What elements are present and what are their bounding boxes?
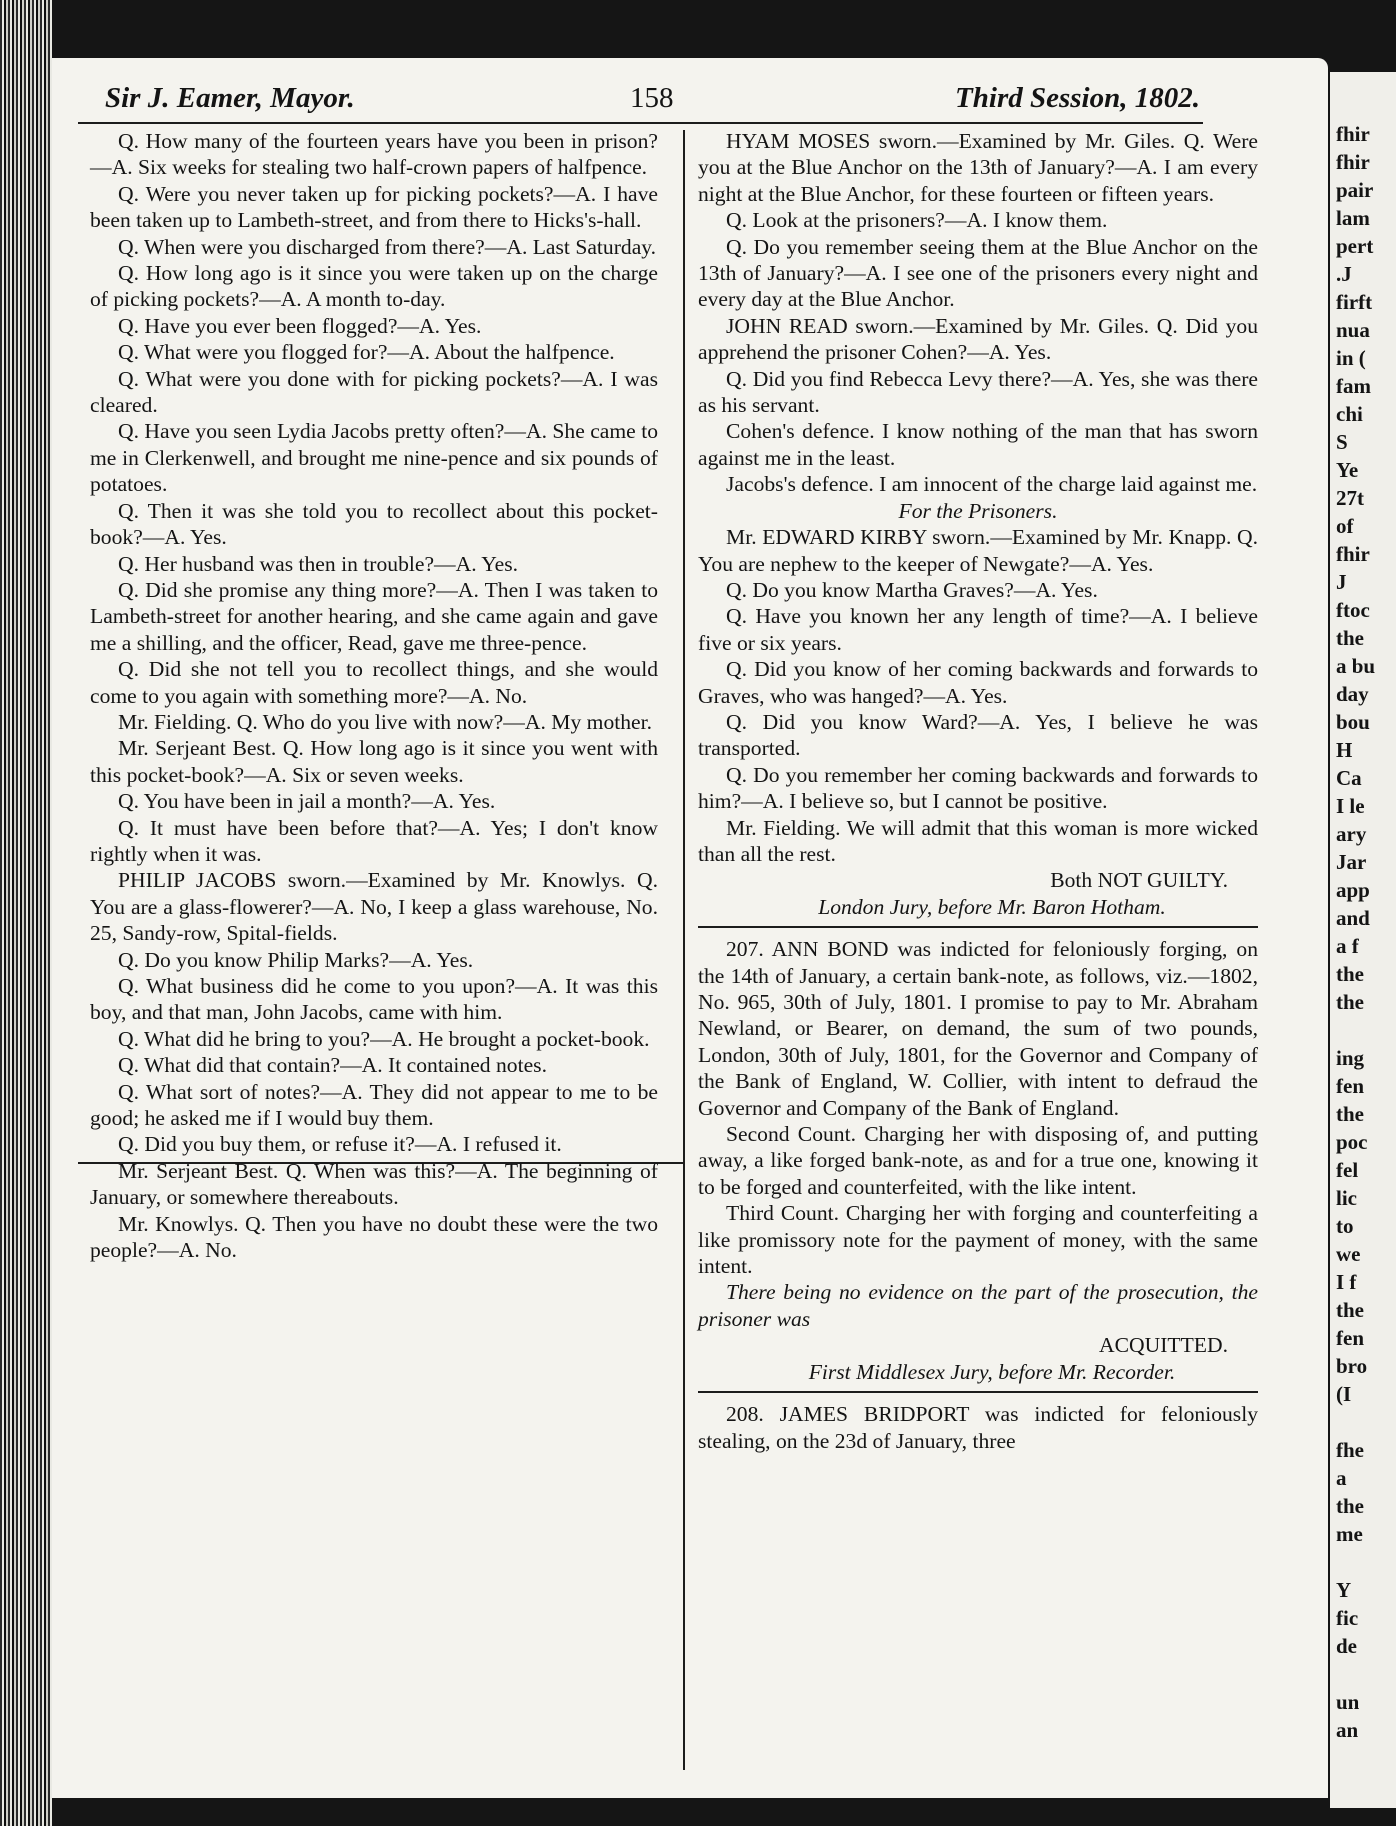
paragraph: Second Count. Charging her with disposing of, and putting away, a like forged bank-note, as and for a true one, knowing it to be forged and counterfeited, with the like intent. (698, 1122, 1258, 1199)
paragraph: Q. It must have been before that?—A. Yes; I don't know rightly when it was. (90, 815, 658, 866)
verdict: ACQUITTED. (1099, 1333, 1228, 1358)
case-separator (698, 926, 1258, 928)
adjacent-page-fragment: pair (1336, 178, 1374, 202)
page-number: 158 (630, 82, 674, 114)
paragraph: Q. Do you remember seeing them at the Blue Anchor on the 13th of January?—A. I see one of the prisoners every night and every day at the Blue Anchor. (698, 234, 1258, 312)
adjacent-page-fragment: fic (1336, 1606, 1359, 1630)
adjacent-page-fragment: me (1336, 1522, 1363, 1546)
jury-line: London Jury, before Mr. Baron Hotham. (818, 894, 1166, 919)
adjacent-page-fragment: and (1336, 906, 1370, 930)
column-divider (683, 130, 685, 1770)
adjacent-page-fragment: Jar (1336, 850, 1367, 874)
paragraph: Q. What did he bring to you?—A. He brought a pocket-book. (118, 1026, 650, 1051)
case-separator (698, 1391, 1258, 1393)
adjacent-page-fragment: in ( (1336, 346, 1366, 370)
paragraph: Q. Were you never taken up for picking pockets?—A. I have been taken up to Lambeth-street, and from there to Hicks's-hall. (90, 181, 658, 233)
header-right: Third Session, 1802. (955, 82, 1200, 114)
verdict: Both NOT GUILTY. (1050, 868, 1228, 893)
adjacent-page-fragment: fhir (1336, 122, 1370, 146)
adjacent-page-fragment: lam (1336, 206, 1370, 230)
adjacent-page-fragment: the (1336, 626, 1364, 650)
paragraph: Q. What were you done with for picking pockets?—A. I was cleared. (90, 366, 658, 418)
paragraph: Q. Did she promise any thing more?—A. Then I was taken to Lambeth-street for another hearing, and she came again and gave me a shilling, and the officer, Read, gave me three-pence. (90, 577, 658, 655)
paragraph: Q. Do you know Philip Marks?—A. Yes. (118, 947, 474, 972)
adjacent-page-fragment: fhe (1336, 1438, 1364, 1462)
adjacent-page-fragment: ftoc (1336, 598, 1370, 622)
paragraph: There being no evidence on the part of the prosecution, the prisoner was (698, 1280, 1258, 1331)
paragraph: Mr. Serjeant Best. Q. How long ago is it since you went with this pocket-book?—A. Six or seven weeks. (90, 736, 658, 787)
adjacent-page-fragment: un (1336, 1690, 1360, 1714)
adjacent-page-fragment: fen (1336, 1074, 1364, 1098)
paragraph: Q. Have you ever been flogged?—A. Yes. (118, 313, 482, 338)
book-binding (0, 0, 52, 1826)
adjacent-page-fragment: a bu (1336, 654, 1376, 678)
paragraph: Mr. Knowlys. Q. Then you have no doubt these were the two people?—A. No. (90, 1211, 658, 1263)
paragraph: Q. When were you discharged from there?—A. Last Saturday. (118, 234, 657, 259)
adjacent-page-fragment: I f (1336, 1270, 1357, 1294)
paragraph: PHILIP JACOBS sworn.—Examined by Mr. Knowlys. Q. You are a glass-flowerer?—A. No, I keep a glass warehouse, No. 25, Sandy-row, Spital-fields. (90, 868, 658, 946)
adjacent-page-fragment: fhir (1336, 542, 1370, 566)
adjacent-page-fragment: firft (1336, 290, 1373, 314)
adjacent-page-fragment: the (1336, 962, 1364, 986)
adjacent-page-fragment: H (1336, 738, 1353, 762)
paragraph: Q. Then it was she told you to recollect about this pocket-book?—A. Yes. (90, 498, 658, 550)
adjacent-page-fragment: day (1336, 682, 1369, 706)
paragraph: Mr. EDWARD KIRBY sworn.—Examined by Mr. Knapp. Q. You are nephew to the keeper of Newgate?—A. Yes. (698, 525, 1258, 576)
right-column (698, 128, 1258, 1454)
adjacent-page-fragment: de (1336, 1634, 1357, 1658)
adjacent-page-fragment: bou (1336, 710, 1370, 734)
left-column (90, 128, 658, 1263)
adjacent-page-fragment: the (1336, 990, 1364, 1014)
paragraph: Q. What did that contain?—A. It contained notes. (118, 1053, 547, 1078)
paragraph: Q. Look at the prisoners?—A. I know them. (726, 208, 1108, 233)
adjacent-page-fragment: fhir (1336, 150, 1370, 174)
adjacent-page-fragment: J (1336, 570, 1347, 594)
paragraph: JOHN READ sworn.—Examined by Mr. Giles. Q. Did you apprehend the prisoner Cohen?—A. Yes. (698, 313, 1258, 365)
adjacent-page-fragment: pert (1336, 234, 1374, 258)
adjacent-page-fragment: I le (1336, 794, 1365, 818)
paragraph: Q. Did you know Ward?—A. Yes, I believe he was transported. (698, 709, 1258, 761)
paragraph: Q. What were you flogged for?—A. About the halfpence. (118, 340, 615, 365)
adjacent-page-fragment: ing (1336, 1046, 1365, 1070)
adjacent-page-edge (1330, 72, 1396, 1808)
adjacent-page-fragment: app (1336, 878, 1370, 902)
adjacent-page-fragment: an (1336, 1718, 1359, 1742)
adjacent-page-fragment: of (1336, 514, 1354, 538)
adjacent-page-fragment: the (1336, 1102, 1364, 1126)
paragraph: Q. How many of the fourteen years have you been in prison?—A. Six weeks for stealing two half-crown papers of halfpence. (90, 129, 658, 180)
adjacent-page-fragment: lic (1336, 1186, 1357, 1210)
adjacent-page-fragment: a f (1336, 934, 1359, 958)
paragraph: Q. How long ago is it since you were taken up on the charge of picking pockets?—A. A month to-day. (90, 261, 658, 312)
adjacent-page-fragment: Ye (1336, 458, 1359, 482)
paragraph: Q. Have you seen Lydia Jacobs pretty often?—A. She came to me in Clerkenwell, and brought me nine-pence and six pounds of potatoes. (90, 419, 658, 497)
adjacent-page-fragment: nua (1336, 318, 1370, 342)
adjacent-page-fragment: Y (1336, 1578, 1352, 1602)
adjacent-page-fragment: a (1336, 1466, 1347, 1490)
paragraph: Q. You have been in jail a month?—A. Yes. (118, 789, 496, 814)
paragraph: Third Count. Charging her with forging and counterfeiting a like promissory note for the payment of money, with the same intent. (698, 1201, 1258, 1279)
paragraph: 207. ANN BOND was indicted for feloniously forging, on the 14th of January, a certain bank-note, as follows, viz.—1802, No. 965, 30th of July, 1801. I promise to pay to Mr. Abraham Newland, or Bearer, on demand, the sum of two pounds, London, 30th of July, 1801, for the Governor and Company of the Bank of England, W. Collier, with intent to defraud the Governor and Company of the Bank of England. (698, 937, 1258, 1120)
section-heading: For the Prisoners. (898, 498, 1058, 523)
page-header (105, 82, 1200, 122)
paragraph: Q. Her husband was then in trouble?—A. Yes. (118, 551, 519, 576)
adjacent-page-fragment: bro (1336, 1354, 1368, 1378)
paragraph: Q. Did you know of her coming backwards and forwards to Graves, who was hanged?—A. Yes. (698, 657, 1258, 708)
paragraph: Mr. Fielding. We will admit that this woman is more wicked than all the rest. (698, 815, 1258, 866)
paragraph: Cohen's defence. I know nothing of the man that has sworn against me in the least. (698, 419, 1258, 470)
paragraph: Q. Do you remember her coming backwards and forwards to him?—A. I believe so, but I cannot be positive. (698, 762, 1258, 814)
header-rule (78, 122, 1203, 124)
paragraph: Mr. Fielding. Q. Who do you live with now?—A. My mother. (118, 709, 653, 734)
adjacent-page-fragment: fam (1336, 374, 1371, 398)
paragraph: Q. Have you known her any length of time?—A. I believe five or six years. (698, 604, 1258, 655)
adjacent-page-fragment: Ca (1336, 766, 1362, 790)
adjacent-page-fragment: we (1336, 1242, 1361, 1266)
paragraph: Q. What sort of notes?—A. They did not appear to me to be good; he asked me if I would buy them. (90, 1079, 658, 1131)
paragraph: Q. Did she not tell you to recollect things, and she would come to you again with something more?—A. No. (90, 657, 658, 708)
header-left: Sir J. Eamer, Mayor. (105, 82, 355, 114)
paragraph: Jacobs's defence. I am innocent of the charge laid against me. (726, 472, 1258, 497)
jury-line: First Middlesex Jury, before Mr. Recorder. (808, 1359, 1176, 1384)
paragraph: Q. Did you find Rebecca Levy there?—A. Yes, she was there as his servant. (698, 366, 1258, 418)
adjacent-page-fragment: the (1336, 1298, 1364, 1322)
paragraph: HYAM MOSES sworn.—Examined by Mr. Giles. Q. Were you at the Blue Anchor on the 13th of January?—A. I am every night at the Blue Anchor, for these fourteen or fifteen years. (698, 129, 1258, 206)
adjacent-page-fragment: (I (1336, 1382, 1352, 1406)
adjacent-page-fragment: fel (1336, 1158, 1359, 1182)
paragraph: Q. Do you know Martha Graves?—A. Yes. (726, 577, 1098, 602)
adjacent-page-fragment: ary (1336, 822, 1367, 846)
adjacent-page-fragment: poc (1336, 1130, 1368, 1154)
adjacent-page-fragment: 27t (1336, 486, 1364, 510)
paragraph: 208. JAMES BRIDPORT was indicted for feloniously stealing, on the 23d of January, three (698, 1402, 1258, 1453)
adjacent-page-fragment: the (1336, 1494, 1364, 1518)
adjacent-page-fragment: S (1336, 430, 1348, 454)
adjacent-page-fragment: fen (1336, 1326, 1364, 1350)
adjacent-page-fragment: .J (1336, 262, 1352, 286)
paragraph: Q. What business did he come to you upon?—A. It was this boy, and that man, John Jacobs, came with him. (90, 974, 658, 1025)
adjacent-page-fragment: chi (1336, 402, 1363, 426)
paragraph: Mr. Serjeant Best. Q. When was this?—A. The beginning of January, or somewhere thereabouts. (90, 1158, 658, 1210)
adjacent-page-fragment: to (1336, 1214, 1354, 1238)
paragraph: Q. Did you buy them, or refuse it?—A. I refused it. (118, 1132, 562, 1157)
